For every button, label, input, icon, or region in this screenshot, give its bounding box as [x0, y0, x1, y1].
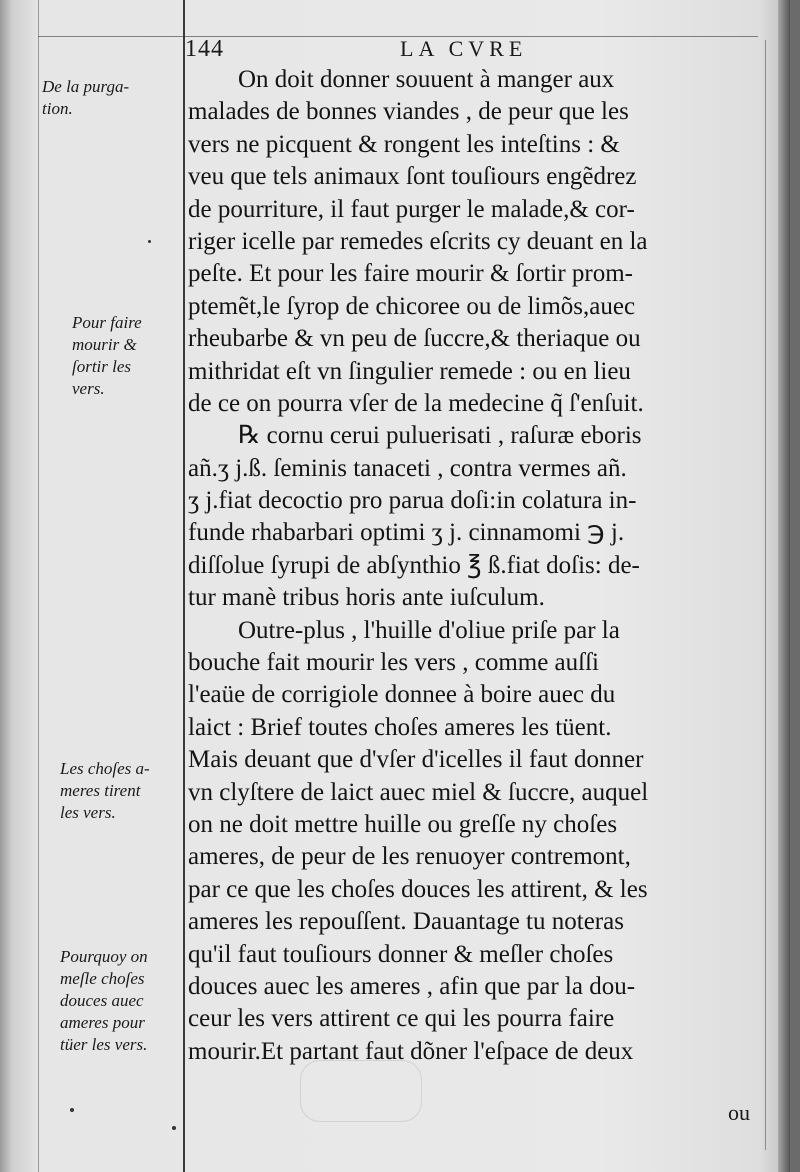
margin-note-line: ſortir les	[72, 357, 132, 376]
ink-speck	[148, 240, 151, 243]
page-edge-shadow	[778, 0, 790, 1172]
right-frame-line	[765, 40, 766, 1150]
margin-note-bitter-things	[42, 758, 180, 824]
margin-note-line: douces auec	[60, 991, 144, 1010]
text-line: Outre-plus , l'huille d'oliue priſe par la	[238, 616, 620, 644]
text-line: ceur les vers attirent ce qui les pourra faire	[188, 1005, 615, 1033]
margin-note-line: les vers.	[60, 803, 116, 822]
text-line: laict : Brief toutes choſes ameres les tüent.	[188, 713, 612, 741]
running-head	[185, 36, 745, 66]
ink-speck	[172, 1126, 176, 1130]
margin-note-line: vers.	[72, 379, 105, 398]
margin-note-purgation	[42, 76, 180, 120]
text-line: vers ne picquent & rongent les inteſtins : &	[188, 130, 620, 158]
margin-note-line: Pour faire	[72, 313, 142, 332]
main-text-block	[188, 64, 758, 1068]
bleed-through-mark	[300, 1060, 422, 1122]
margin-note-line: De la purga-	[42, 77, 130, 96]
text-line: peſte. Et pour les faire mourir & ſortir prom-	[188, 260, 634, 288]
margin-note-line: meres tirent	[60, 781, 141, 800]
text-line: mourir.Et partant faut dõner l'eſpace de deux	[188, 1037, 634, 1065]
text-line: mithridat eſt vn ſingulier remede : ou en lieu	[188, 357, 631, 385]
recipe-line: funde rhabarbari optimi ʒ j. cinnamomi ℈ j.	[188, 519, 625, 547]
text-line: veu que tels animaux ſont touſiours engẽdrez	[188, 163, 637, 191]
text-line: Mais deuant que d'vſer d'icelles il faut donner	[188, 746, 644, 774]
recipe-line: tur manè tribus horis ante iuſculum.	[188, 584, 545, 612]
margin-note-line: tion.	[42, 99, 73, 118]
margin-note-line: Pourquoy on	[60, 947, 148, 966]
text-line: douces auec les ameres , afin que par la dou-	[188, 972, 636, 1000]
catchword: ou	[728, 1100, 750, 1125]
text-line: bouche fait mourir les vers , comme auſſi	[188, 649, 599, 677]
margin-note-why-mix	[42, 946, 180, 1056]
recipe-line: añ.ʒ j.ß. ſeminis tanaceti , contra vermes añ.	[188, 454, 627, 482]
recipe-line: ℞ cornu cerui puluerisati , raſuræ eboris	[238, 422, 642, 450]
margin-note-line: meſle choſes	[60, 969, 145, 988]
page-number: 144	[185, 36, 224, 62]
margin-note-line: tüer les vers.	[60, 1035, 148, 1054]
margin-note-kill-worms	[42, 312, 180, 400]
margin-divider-line	[183, 0, 185, 1172]
text-line: l'eaüe de corrigiole donnee à boire auec du	[188, 681, 616, 709]
text-line: rheubarbe & vn peu de ſuccre,& theriaque ou	[188, 325, 641, 353]
recipe-line: ʒ j.fiat decoctio pro parua doſi:in colatura in-	[188, 487, 637, 515]
text-line: on ne doit mettre huille ou greſſe ny choſes	[188, 810, 618, 838]
text-line: vn clyſtere de laict auec miel & ſuccre, auquel	[188, 778, 649, 806]
text-line: ameres, de peur de les renuoyer contremont,	[188, 843, 631, 871]
margin-note-line: ameres pour	[60, 1013, 145, 1032]
margin-note-line: Les choſes a-	[60, 759, 150, 778]
margin-note-line: mourir &	[72, 335, 137, 354]
running-title: LA CVRE	[400, 36, 528, 61]
text-line: de ce on pourra vſer de la medecine q̃ ſ'enſuit.	[188, 389, 644, 417]
text-line: ptemẽt,le ſyrop de chicoree ou de limõs,auec	[188, 292, 636, 320]
recipe-line: diſſolue ſyrupi de abſynthio ℥ ß.fiat doſis: de-	[188, 551, 640, 579]
outer-frame-line	[38, 0, 39, 1172]
text-line: de pourriture, il faut purger le malade,& cor-	[188, 195, 635, 223]
text-line: ameres les repouſſent. Dauantage tu noteras	[188, 908, 624, 936]
ink-speck	[70, 1108, 74, 1112]
text-line: malades de bonnes viandes , de peur que les	[188, 98, 629, 126]
text-line: qu'il faut touſiours donner & meſler choſes	[188, 940, 614, 968]
text-line: riger icelle par remedes eſcrits cy deuant en la	[188, 227, 648, 255]
text-line: par ce que les choſes douces les attirent, & les	[188, 875, 648, 903]
text-line: On doit donner souuent à manger aux	[238, 66, 615, 93]
